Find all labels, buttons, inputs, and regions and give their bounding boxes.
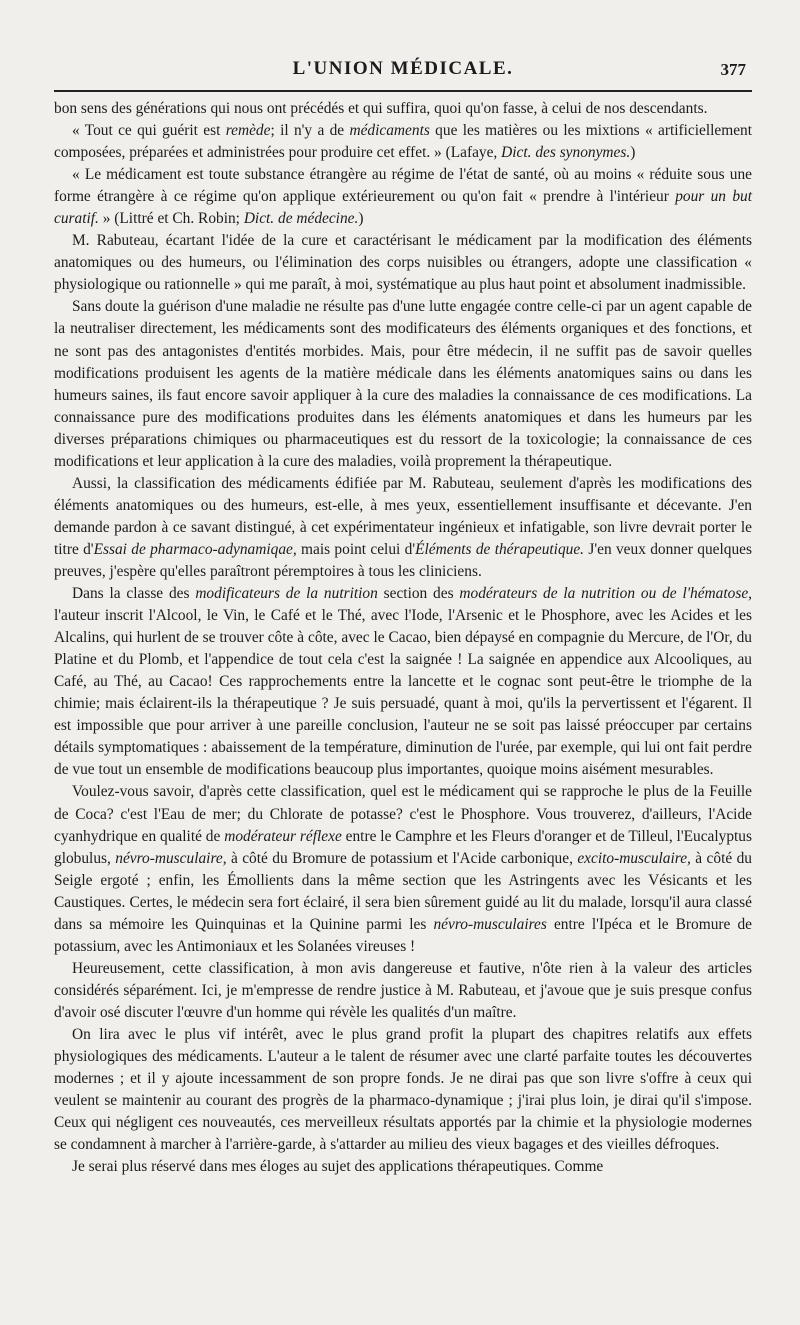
- article-body: [54, 98, 752, 1178]
- paragraph: [54, 1024, 752, 1156]
- header-rule: [54, 90, 752, 92]
- text-run: Dans la classe des: [72, 585, 196, 603]
- journal-title: L'UNION MÉDICALE.: [292, 58, 514, 79]
- italic-text: Dict. de médecine.: [243, 210, 359, 228]
- paragraph: [54, 164, 752, 230]
- italic-text: excito-musculaire,: [577, 849, 691, 867]
- text-run: Aussi, la classification des médicaments édifiée par M. Rabuteau, seulement d'après les modifications des éléments anatomiques ou des humeurs, est-elle, à mes yeux, essentiellement insuffisante et décevante. J'en demande pardon à ce savant distingué, à cet expérimentateur ingénieux et infatigable, son livre devrait porter le titre d': [54, 474, 752, 558]
- italic-text: Essai de pharmaco-adynamiqae,: [93, 540, 297, 558]
- italic-text: Dict. des synonymes.: [501, 144, 631, 162]
- italic-text: névro-musculaires: [433, 915, 547, 933]
- text-run: Voulez-vous savoir, d'après cette classification, quel est le médicament qui se rapproche le plus de la Feuille de Coca? c'est l'Eau de mer; du Chlorate de potasse? c'est le Phosphore. Vous trouverez, d'ailleurs, l'Acide cyanhydrique en qualité de: [54, 783, 752, 845]
- paragraph: [54, 230, 752, 296]
- text-run: ; il n'y a de: [270, 122, 350, 140]
- text-run: J'en veux donner quelques preuves, j'espère qu'elles paraîtront péremptoires à tous les cliniciens.: [54, 540, 752, 580]
- italic-text: Éléments de thérapeutique.: [415, 540, 585, 558]
- paragraph: [54, 473, 752, 583]
- paragraph: [54, 958, 752, 1024]
- text-run: « Tout ce qui guérit est: [72, 122, 226, 140]
- paragraph: [54, 120, 752, 164]
- text-run: entre l'Ipéca et le Bromure de potassium, avec les Antimoniaux et les Solanées vireuses !: [54, 915, 752, 955]
- text-run: entre le Camphre et les Fleurs d'oranger et de Tilleul, l'Eucalyptus globulus,: [54, 827, 752, 867]
- italic-text: pour un but curatif.: [54, 188, 752, 228]
- paragraph: [54, 781, 752, 957]
- italic-text: névro-musculaire,: [115, 849, 227, 867]
- text-run: ): [358, 210, 364, 228]
- text-run: M. Rabuteau, écartant l'idée de la cure et caractérisant le médicament par la modification des éléments anatomiques ou des humeurs, ou l'élimination des corps nuisibles ou étrangers, adopte une classification « physiologique ou rationnelle » qui me paraît, à moi, systématique au plus haut point et absolument inadmissible.: [54, 232, 752, 294]
- text-run: l'auteur inscrit l'Alcool, le Vin, le Café et le Thé, avec l'Iode, l'Arsenic et le Phosphore, avec les Acides et les Alcalins, qui hurlent de se trouver côte à côte, avec le Cacao, bien dépaysé en compagnie du Mercure, de l'Or, du Platine et du Plomb, et l'appendice de tout cela c'est la saignée ! La saignée en appendice aux Alcooliques, au Café, au Thé, au Cacao! Ces rapprochements entre la lancette et le cognac sont peut-être le triomphe de la chimie; mais éclairent-ils la thérapeutique ? Je suis persuadé, quant à moi, qu'ils la pervertissent et l'égarent. Il est impossible que pour arriver à une pareille conclusion, l'auteur ne se soit pas laissé préoccuper par certains détails symptomatiques : abaissement de la température, diminution de l'urée, par exemple, qui lui ont fait perdre de vue tout un ensemble de modifications beaucoup plus importantes, quoique moins aisément mesurables.: [54, 607, 752, 779]
- italic-text: modérateur réflexe: [224, 827, 342, 845]
- text-run: Je serai plus réservé dans mes éloges au sujet des applications thérapeutiques. Comme: [72, 1158, 604, 1176]
- page-number: 377: [720, 60, 746, 79]
- running-head: [54, 52, 752, 90]
- text-run: que les matières ou les mixtions « artificiellement composées, préparées et administrées pour produire cet effet. » (Lafaye,: [54, 122, 753, 162]
- paragraph: [54, 98, 752, 120]
- paragraph: [54, 296, 752, 472]
- text-run: ): [630, 144, 636, 162]
- text-run: à côté du Bromure de potassium et l'Acide carbonique,: [226, 849, 578, 867]
- text-run: Heureusement, cette classification, à mon avis dangereuse et fautive, n'ôte rien à la valeur des articles considérés séparément. Ici, je m'empresse de rendre justice à M. Rabuteau, et j'avoue que je suis presque confus d'avoir osé discuter l'œuvre d'un homme qui révèle les qualités d'un maître.: [54, 959, 752, 1021]
- text-run: » (Littré et Ch. Robin;: [98, 210, 244, 228]
- text-run: On lira avec le plus vif intérêt, avec le plus grand profit la plupart des chapitres relatifs aux effets physiologiques des médicaments. L'auteur a le talent de résumer avec une clarté parfaite toutes les découvertes modernes ; et il y ajoute incessamment de son propre fonds. Je ne dirai pas que son livre s'offre à ceux qui veulent se maintenir au courant des progrès de la pharmaco-dynamique ; j'irai plus loin, je dirai qu'il s'impose. Ceux qui négligent ces nouveautés, ces merveilleux résultats apportés par la chimie et la physiologie modernes se condamnent à marcher à l'arrière-garde, à s'attarder au milieu des vieux bagages et des vieilles défroques.: [54, 1025, 752, 1154]
- paragraph: [54, 1156, 752, 1178]
- paragraph: [54, 583, 752, 781]
- italic-text: médicaments: [349, 122, 430, 140]
- italic-text: modérateurs de la nutrition ou de l'hématose,: [459, 585, 752, 603]
- text-run: « Le médicament est toute substance étrangère au régime de l'état de santé, où au moins « réduite sous une forme étrangère à ce régime qu'on applique extérieurement ou qu'on fait « prendre à l'intérieur: [54, 166, 752, 206]
- text-run: bon sens des générations qui nous ont précédés et qui suffira, quoi qu'on fasse, à celui de nos descendants.: [54, 100, 708, 117]
- text-run: Sans doute la guérison d'une maladie ne résulte pas d'une lutte engagée contre celle-ci par un agent capable de la neutraliser directement, les médicaments sont des modificateurs des éléments organiques et des fonctions, et ne sont pas des antagonistes d'entités morbides. Mais, pour être médecin, il ne suffit pas de savoir quelles modifications produisent les agents de la matière médicale dans les éléments anatomiques sains ou dans les humeurs saines, ils faut encore savoir appliquer à la cure des maladies la connaissance de ces modifications. La connaissance pure des modifications produites dans les éléments anatomiques et dans les humeurs par les diverses préparations chimiques ou pharmaceutiques est du ressort de la toxicologie; la connaissance de ces modifications et leur application à la cure des maladies, voilà proprement la thérapeutique.: [54, 298, 752, 470]
- text-run: section des: [377, 585, 460, 603]
- text-run: à côté du Seigle ergoté ; enfin, les Émollients dans la même section que les Astringents avec les Vésicants et les Caustiques. Certes, le médecin sera fort éclairé, il sera bien sûrement guidé au lit du malade, lorsqu'il aura classé dans sa mémoire les Quinquinas et la Quinine parmi les: [54, 849, 752, 933]
- italic-text: modificateurs de la nutrition: [195, 585, 378, 603]
- italic-text: remède: [225, 122, 271, 140]
- text-run: mais point celui d': [296, 540, 416, 558]
